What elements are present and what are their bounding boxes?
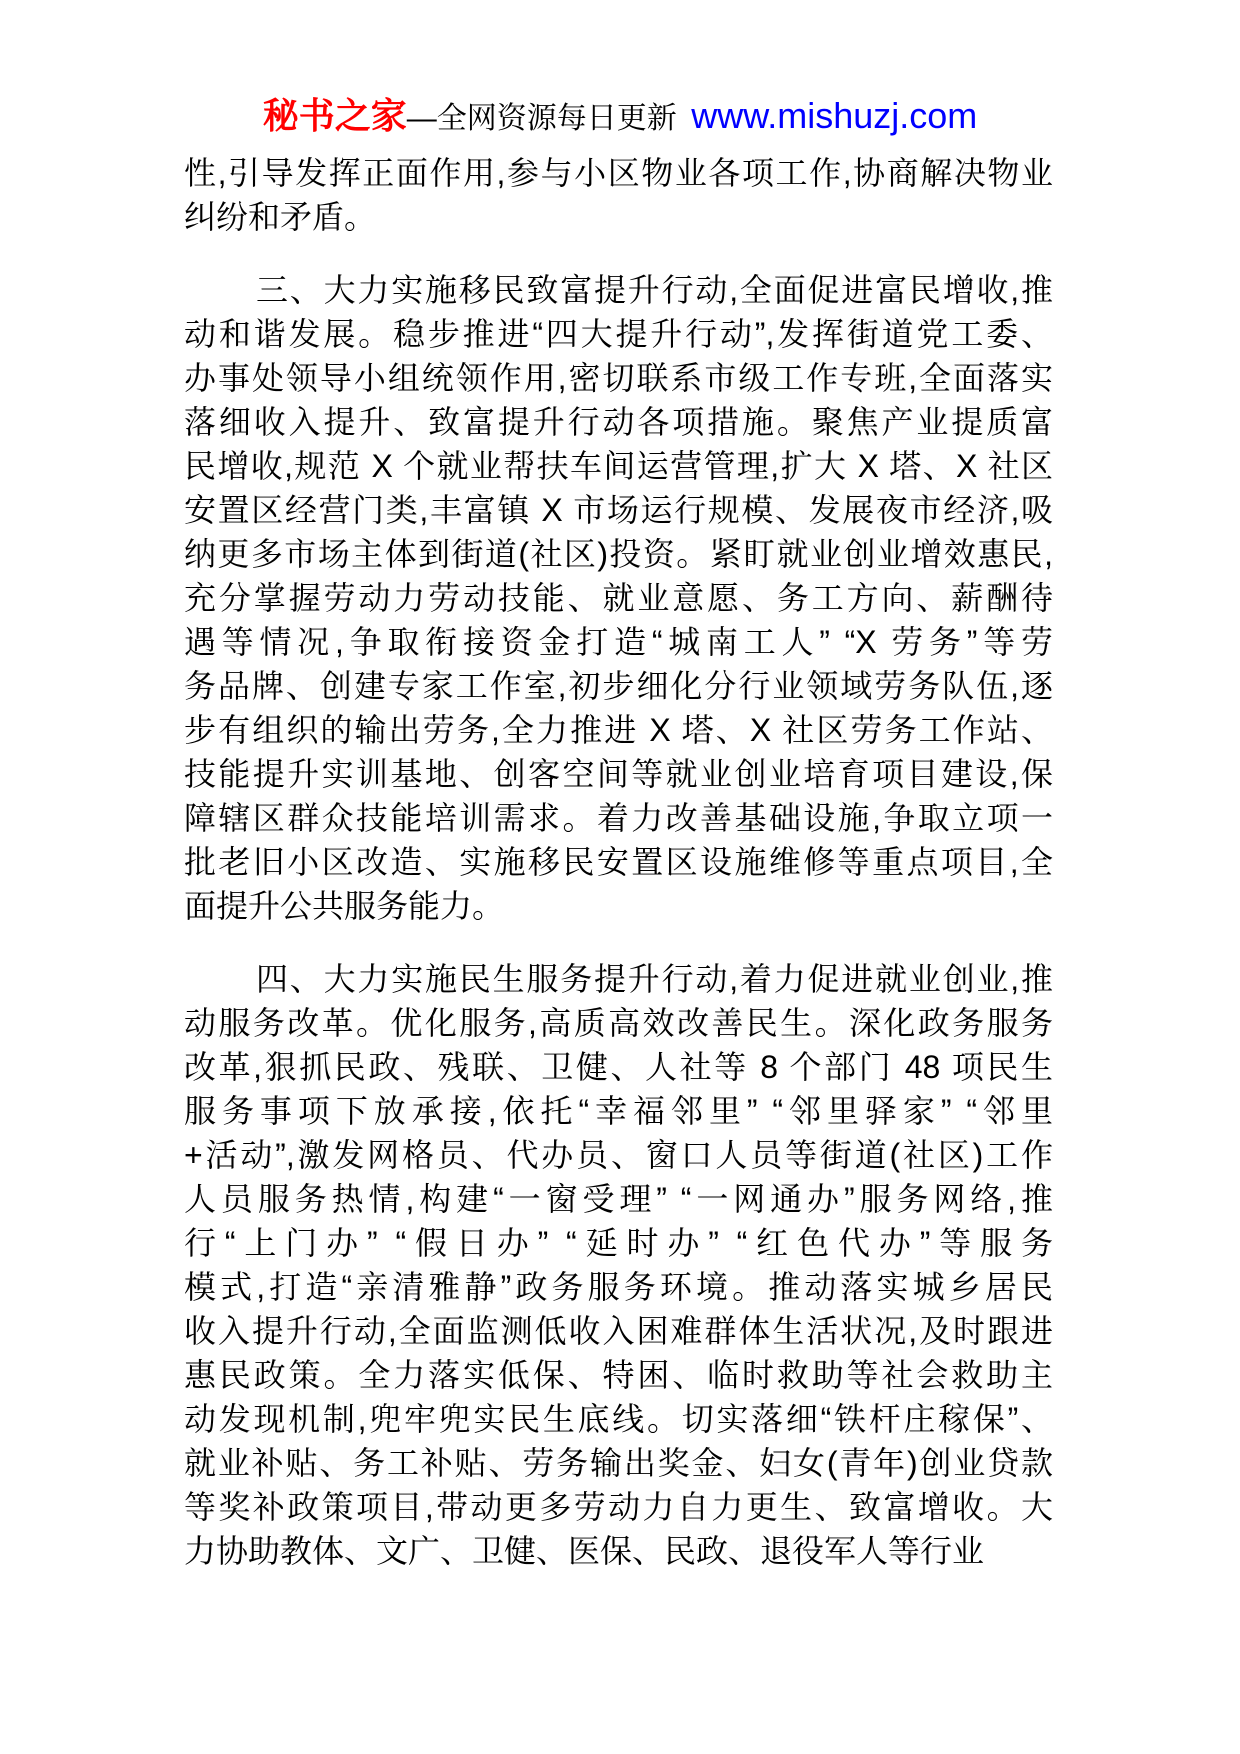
text-line: 惠民政策。全力落实低保、特困、临时救助等社会救助主 [184, 1357, 1053, 1393]
text-line: 力协助教体、文广、卫健、医保、民政、退役军人等行业 [184, 1533, 985, 1569]
text-line: 动和谐发展。稳步推进“四大提升行动”,发挥街道党工委、 [184, 316, 1053, 352]
site-url-link[interactable]: www.mishuzj.com [691, 95, 978, 136]
text-line: 技能提升实训基地、创客空间等就业创业培育项目建设,保 [184, 756, 1053, 792]
text-line: 服务事项下放承接,依托“幸福邻里” “邻里驿家” “邻里 [184, 1093, 1053, 1129]
text-line: 步有组织的输出劳务,全力推进 X 塔、X 社区劳务工作站、 [184, 712, 1053, 748]
text-line: 等奖补政策项目,带动更多劳动力自力更生、致富增收。大 [184, 1489, 1053, 1525]
text-line: 动服务改革。优化服务,高质高效改善民生。深化政务服务 [184, 1005, 1053, 1041]
text-line: +活动”,激发网格员、代办员、窗口人员等街道(社区)工作 [184, 1137, 1053, 1173]
text-line: 落细收入提升、致富提升行动各项措施。聚焦产业提质富 [184, 404, 1053, 440]
text-line: 遇等情况,争取衔接资金打造“城南工人” “X 劳务”等劳 [184, 624, 1053, 660]
text-line: 三、大力实施移民致富提升行动,全面促进富民增收,推 [256, 272, 1053, 308]
text-line: 动发现机制,兜牢兜实民生底线。切实落细“铁杆庄稼保”、 [184, 1401, 1053, 1437]
text-line: 性,引导发挥正面作用,参与小区物业各项工作,协商解决物业 [184, 155, 1053, 191]
text-line: 民增收,规范 X 个就业帮扶车间运营管理,扩大 X 塔、X 社区 [184, 448, 1053, 484]
site-header [0, 92, 1240, 148]
text-line: 收入提升行动,全面监测低收入困难群体生活状况,及时跟进 [184, 1313, 1053, 1349]
paragraph [184, 268, 1053, 928]
text-line: 人员服务热情,构建“一窗受理” “一网通办”服务网络,推 [184, 1181, 1053, 1217]
site-tagline: 全网资源每日更新 [436, 102, 677, 135]
text-line: 安置区经营门类,丰富镇 X 市场运行规模、发展夜市经济,吸 [184, 492, 1053, 528]
header-separator: — [406, 102, 437, 135]
text-line: 纳更多市场主体到街道(社区)投资。紧盯就业创业增效惠民, [184, 536, 1053, 572]
text-line: 就业补贴、务工补贴、劳务输出奖金、妇女(青年)创业贷款 [184, 1445, 1053, 1481]
paragraph [184, 151, 1053, 239]
text-line: 批老旧小区改造、实施移民安置区设施维修等重点项目,全 [184, 844, 1053, 880]
text-line: 模式,打造“亲清雅静”政务服务环境。推动落实城乡居民 [184, 1269, 1053, 1305]
text-line: 充分掌握劳动力劳动技能、就业意愿、务工方向、薪酬待 [184, 580, 1053, 616]
text-line: 四、大力实施民生服务提升行动,着力促进就业创业,推 [256, 961, 1053, 997]
text-line: 面提升公共服务能力。 [184, 888, 505, 924]
text-line: 障辖区群众技能培训需求。着力改善基础设施,争取立项一 [184, 800, 1053, 836]
document-body [184, 151, 1053, 1602]
text-line: 务品牌、创建专家工作室,初步细化分行业领域劳务队伍,逐 [184, 668, 1053, 704]
text-line: 办事处领导小组统领作用,密切联系市级工作专班,全面落实 [184, 360, 1053, 396]
site-brand: 秘书之家 [262, 95, 407, 136]
text-line: 纠纷和矛盾。 [184, 199, 377, 235]
text-line: 改革,狠抓民政、残联、卫健、人社等 8 个部门 48 项民生 [184, 1049, 1053, 1085]
paragraph [184, 957, 1053, 1573]
text-line: 行“上门办” “假日办” “延时办” “红色代办”等服务 [184, 1225, 1053, 1261]
